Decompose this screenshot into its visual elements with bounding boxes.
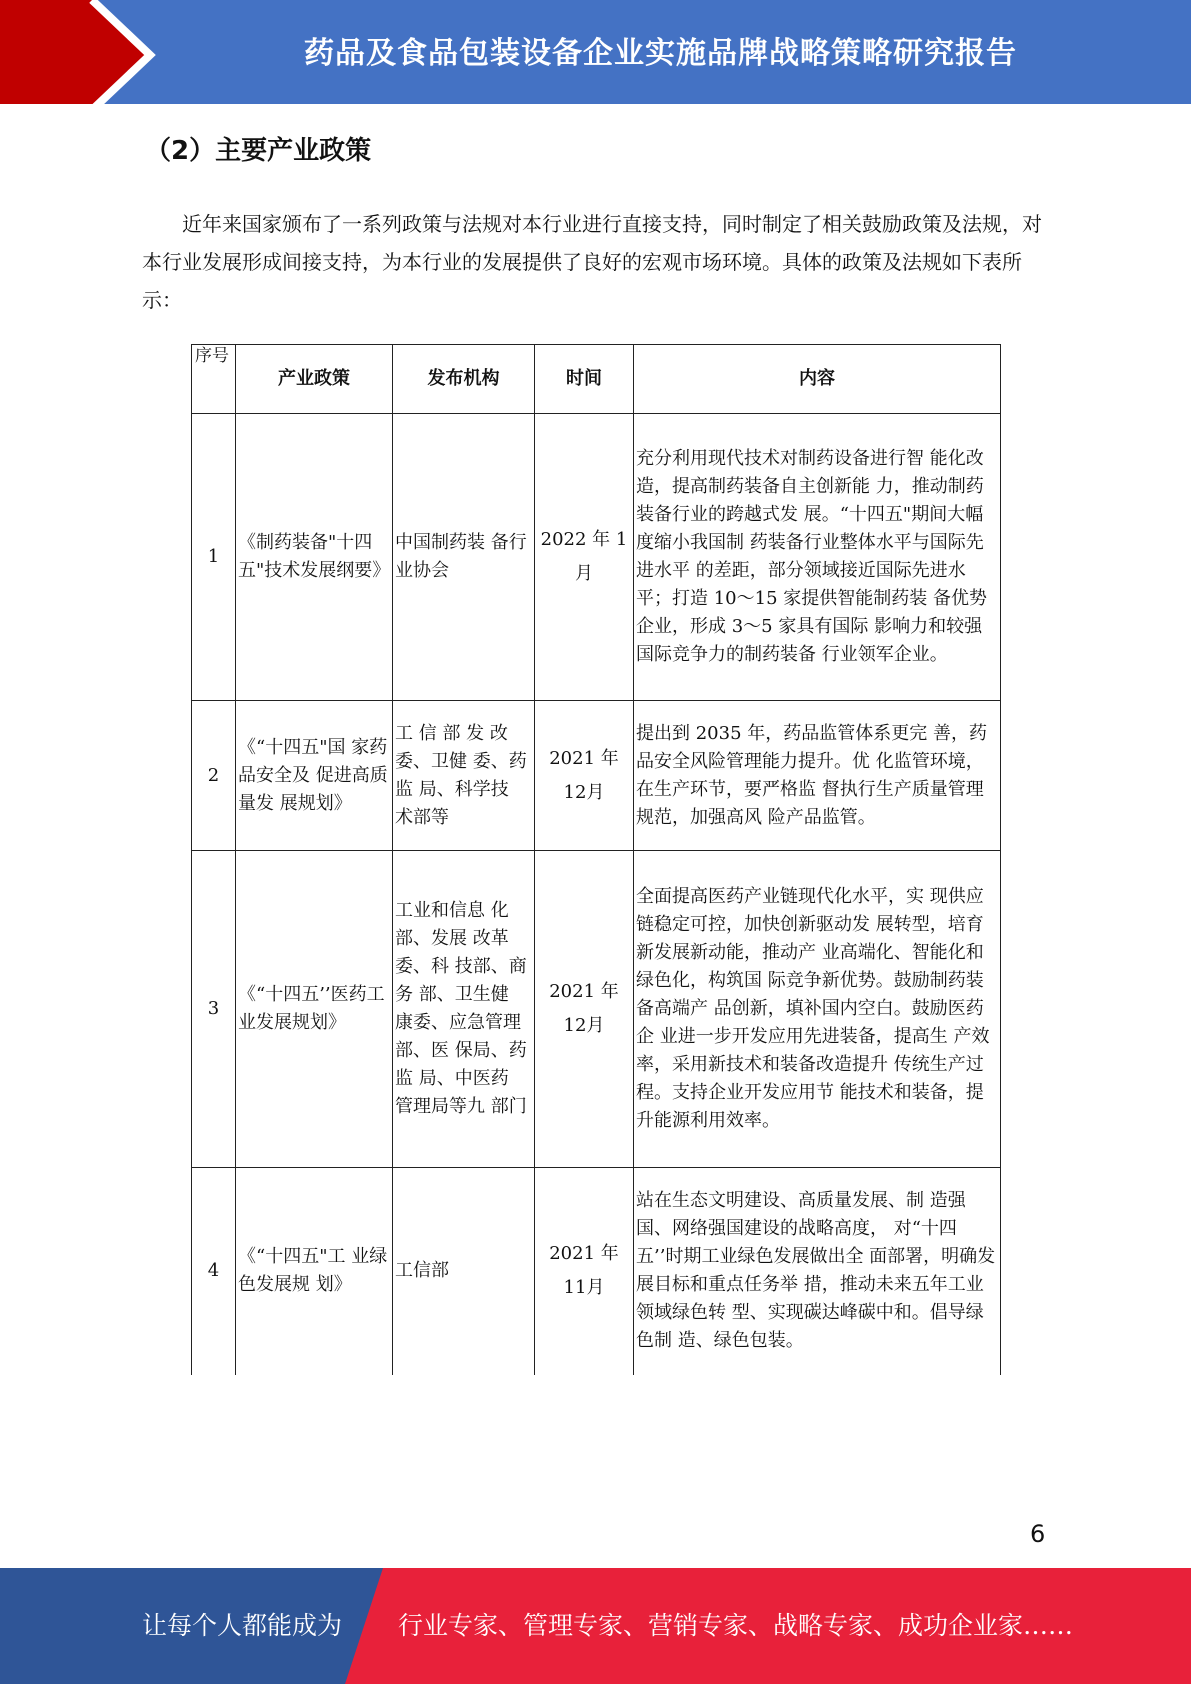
- section-heading: （2）主要产业政策: [145, 136, 372, 166]
- cell-date: 2022 年 1月: [535, 414, 634, 701]
- cell-policy: 《制药装备"十四五"技术发展纲要》: [236, 414, 393, 701]
- cell-policy: 《“十四五"国 家药品安全及 促进高质量发 展规划》: [236, 701, 393, 851]
- cell-date: 2021 年 11月: [535, 1168, 634, 1375]
- header-issuer: 发布机构: [393, 345, 535, 414]
- cell-no: 3: [192, 851, 236, 1168]
- cell-issuer: 工 信 部 发 改 委、卫健 委、药监 局、科学技 术部等: [393, 701, 535, 851]
- table-row: [192, 851, 1001, 1168]
- header-date: 时间: [535, 345, 634, 414]
- policy-table: [191, 344, 1001, 1375]
- footer-slogan-left: 让每个人都能成为: [142, 1611, 343, 1640]
- header-policy: 产业政策: [236, 345, 393, 414]
- header-band: [0, 0, 1191, 110]
- report-title: 药品及食品包装设备企业实施品牌战略策略研究报告: [304, 36, 1017, 71]
- header-content: 内容: [634, 345, 1001, 414]
- cell-content: 站在生态文明建设、高质量发展、制 造强国、网络强国建设的战略高度， 对“十四五’’时期工业绿色发展做出全 面部署，明确发展目标和重点任务举 措，推动未来五年工业领域绿色转 型、实现碳达峰碳中和。倡导绿色制 造、绿色包装。: [634, 1168, 1001, 1375]
- page-number: 6: [1030, 1520, 1046, 1548]
- intro-paragraph: 近年来国家颁布了一系列政策与法规对本行业进行直接支持，同时制定了相关鼓励政策及法规，对本行业发展形成间接支持，为本行业的发展提供了良好的宏观市场环境。具体的政策及法规如下表所示：: [142, 212, 1042, 312]
- cell-issuer: 工信部: [393, 1168, 535, 1375]
- cell-policy: 《“十四五"工 业绿色发展规 划》: [236, 1168, 393, 1375]
- cell-date: 2021 年 12月: [535, 851, 634, 1168]
- table-row: [192, 414, 1001, 701]
- cell-content: 充分利用现代技术对制药设备进行智 能化改造，提高制药装备自主创新能 力，推动制药装备行业的跨越式发 展。“十四五"期间大幅度缩小我国制 药装备行业整体水平与国际先进水平 的差距，部分领域接近国际先进水 平；打造 10～15 家提供智能制药装 备优势企业，形成 3～5 家具有国际 影响力和较强国际竞争力的制药装备 行业领军企业。: [634, 414, 1001, 701]
- footer-band: [0, 1568, 1191, 1684]
- cell-issuer: 工业和信息 化部、发展 改革委、科 技部、商务 部、卫生健 康委、应急管理部、医 保局、药监 局、中医药 管理局等九 部门: [393, 851, 535, 1168]
- cell-no: 2: [192, 701, 236, 851]
- header-no: 序号: [192, 345, 236, 414]
- cell-date: 2021 年 12月: [535, 701, 634, 851]
- footer-slogan-right: 行业专家、管理专家、营销专家、战略专家、成功企业家……: [398, 1611, 1074, 1640]
- cell-content: 提出到 2035 年，药品监管体系更完 善，药品安全风险管理能力提升。优 化监管环境，在生产环节，要严格监 督执行生产质量管理规范，加强高风 险产品监管。: [634, 701, 1001, 851]
- cell-policy: 《“十四五’’医药工业发展规划》: [236, 851, 393, 1168]
- cell-content: 全面提高医药产业链现代化水平，实 现供应链稳定可控，加快创新驱动发 展转型，培育新发展新动能，推动产 业高端化、智能化和绿色化，构筑国 际竞争新优势。鼓励制药装备高端产 品创新，填补国内空白。鼓励医药企 业进一步开发应用先进装备，提高生 产效率，采用新技术和装备改造提升 传统生产过程。支持企业开发应用节 能技术和装备，提升能源利用效率。: [634, 851, 1001, 1168]
- table-row: [192, 1168, 1001, 1375]
- table-row: [192, 701, 1001, 851]
- cell-no: 4: [192, 1168, 236, 1375]
- cell-no: 1: [192, 414, 236, 701]
- table-header-row: [192, 345, 1001, 414]
- cell-issuer: 中国制药装 备行业协会: [393, 414, 535, 701]
